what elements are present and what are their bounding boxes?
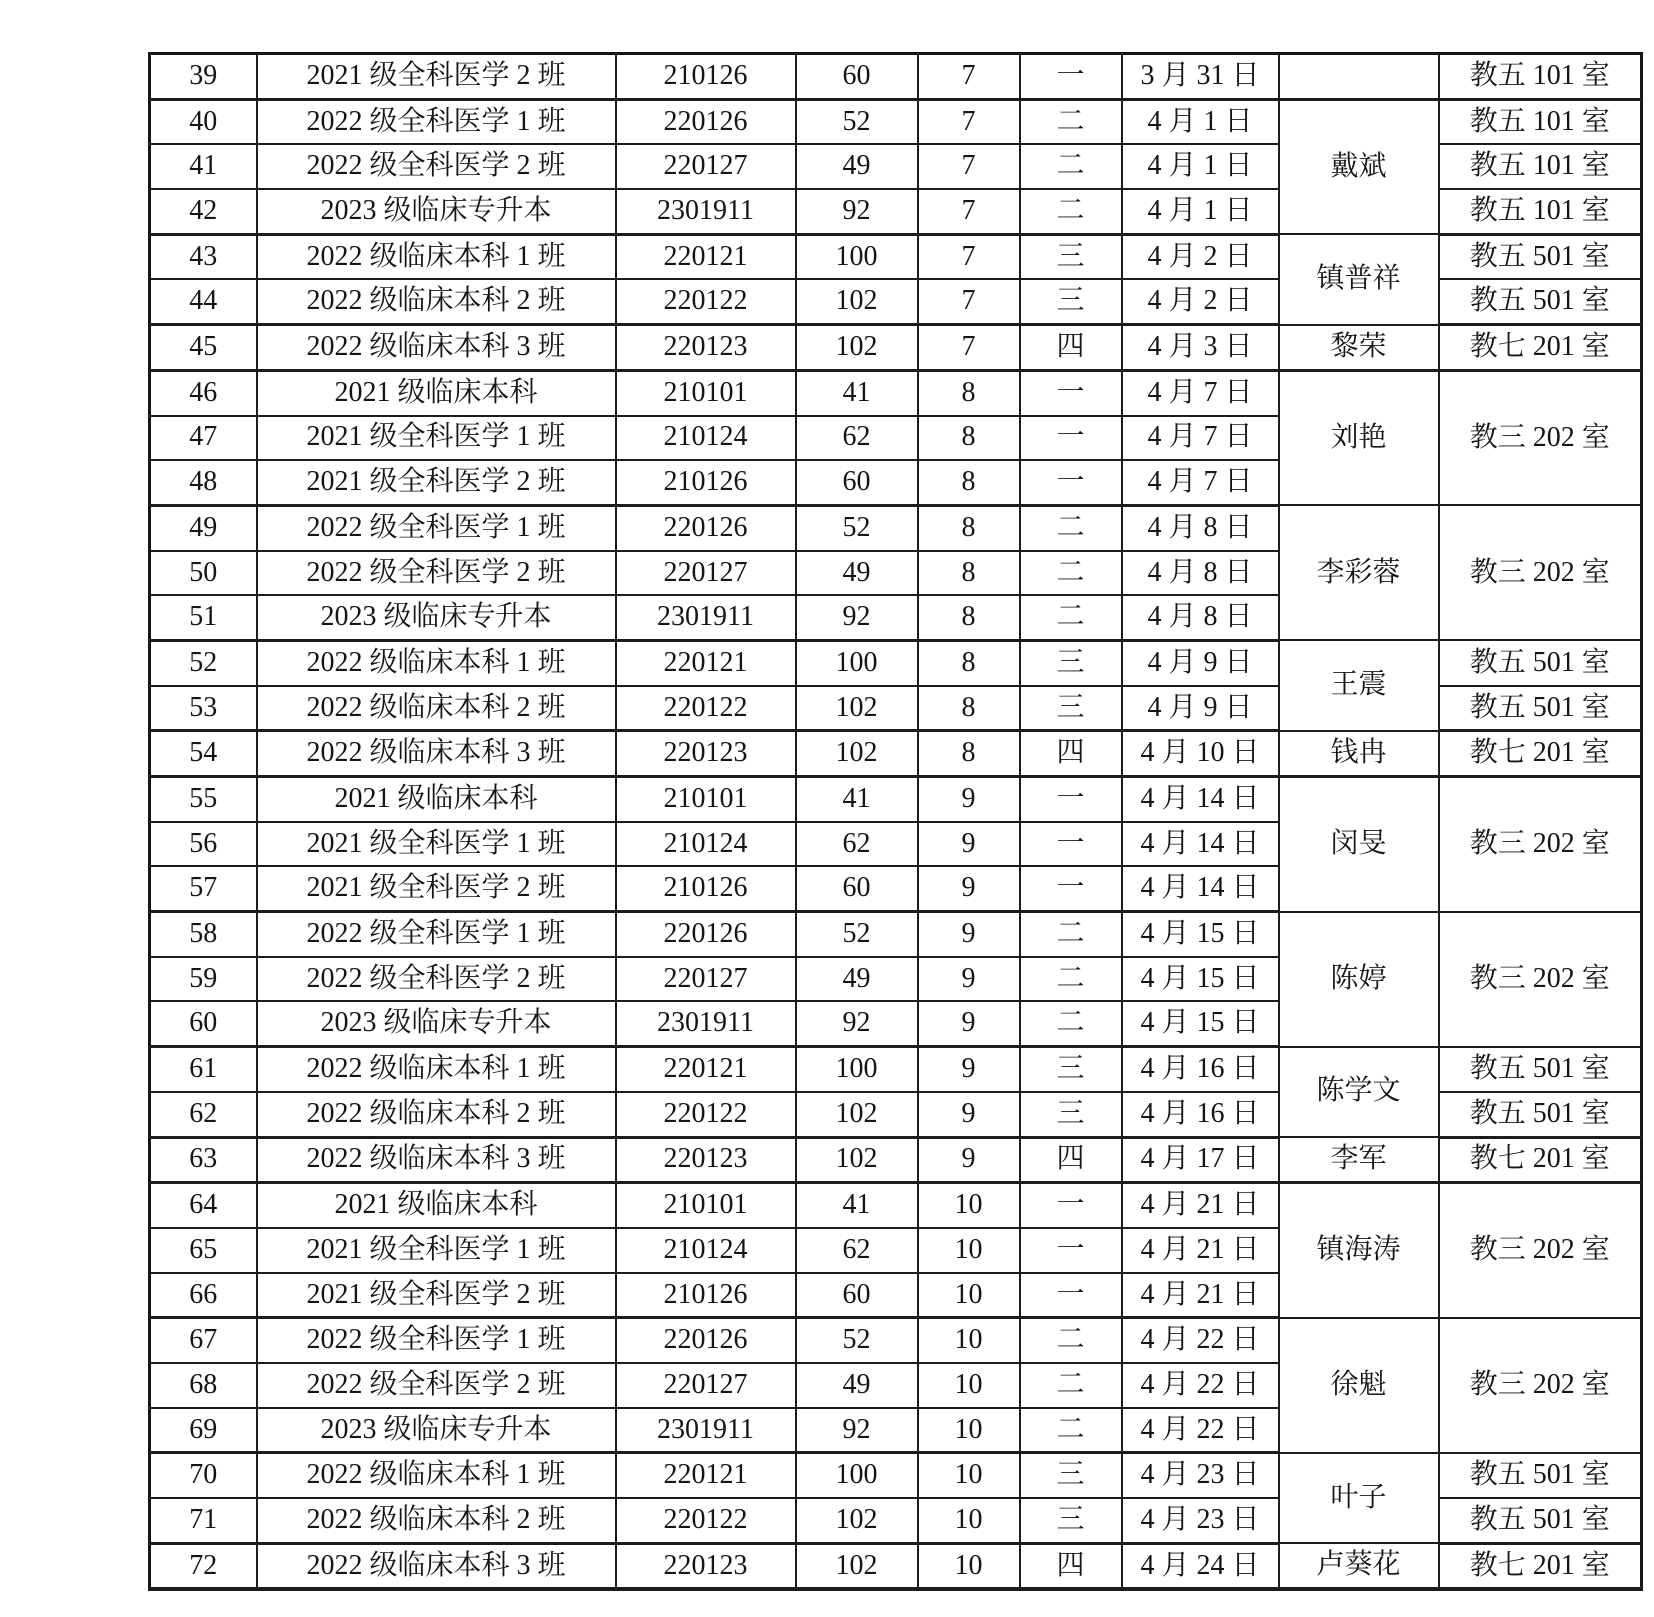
cell-class-name: 2022 级全科医学 1 班 xyxy=(257,505,616,550)
cell-exam-date: 4 月 1 日 xyxy=(1122,144,1279,189)
cell-class-code: 210124 xyxy=(616,416,796,461)
cell-exam-date: 4 月 10 日 xyxy=(1122,731,1279,777)
cell-student-count: 92 xyxy=(796,189,918,234)
cell-weekday: 一 xyxy=(1020,866,1122,911)
cell-week-number: 10 xyxy=(918,1183,1020,1228)
cell-row-number: 51 xyxy=(150,595,257,640)
cell-classroom: 教三 202 室 xyxy=(1439,370,1642,505)
cell-student-count: 100 xyxy=(796,1453,918,1498)
cell-exam-date: 4 月 3 日 xyxy=(1122,325,1279,371)
cell-weekday: 二 xyxy=(1020,912,1122,957)
cell-teacher-name: 钱冉 xyxy=(1279,731,1439,777)
cell-week-number: 10 xyxy=(918,1543,1020,1589)
cell-student-count: 41 xyxy=(796,777,918,822)
schedule-table-body xyxy=(150,54,1642,1590)
cell-class-name: 2021 级全科医学 2 班 xyxy=(257,1273,616,1318)
cell-class-code: 210101 xyxy=(616,1183,796,1228)
cell-class-name: 2021 级全科医学 2 班 xyxy=(257,460,616,505)
cell-weekday: 一 xyxy=(1020,460,1122,505)
table-row xyxy=(150,505,1642,550)
cell-row-number: 68 xyxy=(150,1363,257,1408)
cell-row-number: 71 xyxy=(150,1498,257,1543)
cell-student-count: 102 xyxy=(796,1137,918,1183)
cell-student-count: 102 xyxy=(796,686,918,731)
cell-class-name: 2022 级临床本科 2 班 xyxy=(257,1498,616,1543)
cell-weekday: 二 xyxy=(1020,1318,1122,1363)
cell-student-count: 100 xyxy=(796,1047,918,1092)
cell-student-count: 102 xyxy=(796,731,918,777)
cell-class-name: 2021 级全科医学 1 班 xyxy=(257,1228,616,1273)
cell-row-number: 49 xyxy=(150,505,257,550)
table-row xyxy=(150,1183,1642,1228)
cell-weekday: 三 xyxy=(1020,1092,1122,1137)
cell-weekday: 三 xyxy=(1020,1047,1122,1092)
cell-classroom: 教五 501 室 xyxy=(1439,279,1642,324)
cell-class-code: 220127 xyxy=(616,957,796,1002)
cell-week-number: 7 xyxy=(918,54,1020,100)
cell-exam-date: 4 月 9 日 xyxy=(1122,686,1279,731)
cell-week-number: 8 xyxy=(918,505,1020,550)
cell-week-number: 8 xyxy=(918,686,1020,731)
cell-exam-date: 4 月 9 日 xyxy=(1122,640,1279,685)
cell-exam-date: 4 月 15 日 xyxy=(1122,1001,1279,1046)
cell-student-count: 49 xyxy=(796,144,918,189)
cell-class-name: 2021 级临床本科 xyxy=(257,370,616,415)
table-row xyxy=(150,234,1642,279)
cell-class-name: 2022 级临床本科 1 班 xyxy=(257,234,616,279)
cell-student-count: 102 xyxy=(796,325,918,371)
cell-class-name: 2022 级全科医学 2 班 xyxy=(257,1363,616,1408)
cell-class-code: 220123 xyxy=(616,1137,796,1183)
table-row xyxy=(150,1318,1642,1363)
cell-classroom: 教三 202 室 xyxy=(1439,1183,1642,1318)
cell-class-code: 2301911 xyxy=(616,1408,796,1453)
cell-student-count: 52 xyxy=(796,1318,918,1363)
cell-week-number: 9 xyxy=(918,1137,1020,1183)
cell-exam-date: 4 月 22 日 xyxy=(1122,1318,1279,1363)
cell-week-number: 10 xyxy=(918,1498,1020,1543)
cell-student-count: 60 xyxy=(796,866,918,911)
cell-weekday: 四 xyxy=(1020,1543,1122,1589)
cell-exam-date: 4 月 14 日 xyxy=(1122,777,1279,822)
table-row xyxy=(150,54,1642,100)
cell-exam-date: 4 月 22 日 xyxy=(1122,1363,1279,1408)
cell-exam-date: 4 月 14 日 xyxy=(1122,822,1279,867)
cell-class-code: 220122 xyxy=(616,279,796,324)
cell-student-count: 41 xyxy=(796,370,918,415)
cell-exam-date: 4 月 21 日 xyxy=(1122,1273,1279,1318)
cell-class-code: 220121 xyxy=(616,1453,796,1498)
cell-exam-date: 4 月 22 日 xyxy=(1122,1408,1279,1453)
table-row xyxy=(150,370,1642,415)
cell-student-count: 62 xyxy=(796,416,918,461)
cell-teacher-name: 陈学文 xyxy=(1279,1047,1439,1137)
cell-class-name: 2022 级临床本科 2 班 xyxy=(257,686,616,731)
cell-teacher-name: 镇普祥 xyxy=(1279,234,1439,324)
cell-class-code: 220126 xyxy=(616,912,796,957)
cell-row-number: 43 xyxy=(150,234,257,279)
cell-class-code: 220127 xyxy=(616,1363,796,1408)
cell-class-name: 2022 级临床本科 1 班 xyxy=(257,640,616,685)
cell-class-code: 220121 xyxy=(616,640,796,685)
cell-weekday: 四 xyxy=(1020,1137,1122,1183)
cell-weekday: 二 xyxy=(1020,1001,1122,1046)
cell-week-number: 7 xyxy=(918,99,1020,144)
cell-exam-date: 4 月 17 日 xyxy=(1122,1137,1279,1183)
cell-classroom: 教五 101 室 xyxy=(1439,144,1642,189)
cell-teacher-name: 黎荣 xyxy=(1279,325,1439,371)
cell-classroom: 教三 202 室 xyxy=(1439,505,1642,640)
cell-student-count: 92 xyxy=(796,1001,918,1046)
cell-weekday: 二 xyxy=(1020,1363,1122,1408)
cell-classroom: 教三 202 室 xyxy=(1439,777,1642,912)
cell-teacher-name: 戴斌 xyxy=(1279,99,1439,234)
cell-class-code: 210124 xyxy=(616,822,796,867)
cell-student-count: 52 xyxy=(796,99,918,144)
cell-class-code: 210126 xyxy=(616,866,796,911)
table-row xyxy=(150,731,1642,777)
cell-class-name: 2021 级全科医学 1 班 xyxy=(257,416,616,461)
cell-classroom: 教七 201 室 xyxy=(1439,731,1642,777)
cell-exam-date: 4 月 1 日 xyxy=(1122,99,1279,144)
cell-exam-date: 4 月 8 日 xyxy=(1122,595,1279,640)
cell-teacher-name: 刘艳 xyxy=(1279,370,1439,505)
cell-class-name: 2023 级临床专升本 xyxy=(257,1408,616,1453)
cell-student-count: 49 xyxy=(796,957,918,1002)
cell-class-code: 210101 xyxy=(616,370,796,415)
cell-class-name: 2023 级临床专升本 xyxy=(257,189,616,234)
table-row xyxy=(150,777,1642,822)
cell-weekday: 一 xyxy=(1020,370,1122,415)
cell-exam-date: 4 月 1 日 xyxy=(1122,189,1279,234)
cell-exam-date: 4 月 15 日 xyxy=(1122,957,1279,1002)
cell-week-number: 9 xyxy=(918,866,1020,911)
cell-row-number: 63 xyxy=(150,1137,257,1183)
cell-class-name: 2022 级临床本科 3 班 xyxy=(257,325,616,371)
cell-class-name: 2021 级全科医学 2 班 xyxy=(257,54,616,100)
cell-classroom: 教五 101 室 xyxy=(1439,54,1642,100)
cell-weekday: 一 xyxy=(1020,822,1122,867)
cell-teacher-name: 李军 xyxy=(1279,1137,1439,1183)
cell-row-number: 42 xyxy=(150,189,257,234)
cell-row-number: 45 xyxy=(150,325,257,371)
cell-row-number: 56 xyxy=(150,822,257,867)
cell-class-name: 2022 级临床本科 1 班 xyxy=(257,1453,616,1498)
cell-row-number: 48 xyxy=(150,460,257,505)
cell-weekday: 一 xyxy=(1020,416,1122,461)
cell-classroom: 教七 201 室 xyxy=(1439,325,1642,371)
table-row xyxy=(150,1453,1642,1498)
cell-row-number: 57 xyxy=(150,866,257,911)
cell-exam-date: 4 月 7 日 xyxy=(1122,460,1279,505)
cell-exam-date: 4 月 23 日 xyxy=(1122,1498,1279,1543)
cell-row-number: 40 xyxy=(150,99,257,144)
cell-student-count: 102 xyxy=(796,1498,918,1543)
cell-class-code: 2301911 xyxy=(616,189,796,234)
cell-classroom: 教五 501 室 xyxy=(1439,1047,1642,1092)
cell-class-name: 2022 级全科医学 1 班 xyxy=(257,1318,616,1363)
cell-row-number: 66 xyxy=(150,1273,257,1318)
table-row xyxy=(150,640,1642,685)
cell-student-count: 100 xyxy=(796,640,918,685)
cell-class-code: 210126 xyxy=(616,460,796,505)
cell-class-name: 2022 级临床本科 3 班 xyxy=(257,731,616,777)
cell-weekday: 二 xyxy=(1020,1408,1122,1453)
cell-exam-date: 4 月 16 日 xyxy=(1122,1047,1279,1092)
cell-weekday: 三 xyxy=(1020,640,1122,685)
cell-teacher-name: 闵旻 xyxy=(1279,777,1439,912)
cell-student-count: 92 xyxy=(796,595,918,640)
exam-schedule-table xyxy=(148,52,1643,1591)
table-row xyxy=(150,1543,1642,1589)
cell-weekday: 一 xyxy=(1020,1273,1122,1318)
cell-student-count: 60 xyxy=(796,1273,918,1318)
cell-classroom: 教五 501 室 xyxy=(1439,1092,1642,1137)
cell-exam-date: 4 月 21 日 xyxy=(1122,1183,1279,1228)
cell-class-name: 2022 级临床本科 2 班 xyxy=(257,1092,616,1137)
cell-class-code: 220122 xyxy=(616,1498,796,1543)
cell-classroom: 教七 201 室 xyxy=(1439,1137,1642,1183)
cell-student-count: 49 xyxy=(796,1363,918,1408)
cell-exam-date: 4 月 23 日 xyxy=(1122,1453,1279,1498)
cell-row-number: 64 xyxy=(150,1183,257,1228)
cell-week-number: 10 xyxy=(918,1408,1020,1453)
cell-row-number: 41 xyxy=(150,144,257,189)
cell-weekday: 三 xyxy=(1020,279,1122,324)
cell-weekday: 四 xyxy=(1020,731,1122,777)
cell-exam-date: 4 月 2 日 xyxy=(1122,279,1279,324)
cell-exam-date: 4 月 15 日 xyxy=(1122,912,1279,957)
table-row xyxy=(150,1137,1642,1183)
cell-week-number: 10 xyxy=(918,1453,1020,1498)
cell-teacher-name: 李彩蓉 xyxy=(1279,505,1439,640)
cell-exam-date: 4 月 2 日 xyxy=(1122,234,1279,279)
cell-class-code: 210126 xyxy=(616,1273,796,1318)
cell-class-code: 220123 xyxy=(616,731,796,777)
cell-weekday: 一 xyxy=(1020,54,1122,100)
cell-week-number: 10 xyxy=(918,1318,1020,1363)
cell-week-number: 9 xyxy=(918,957,1020,1002)
cell-row-number: 67 xyxy=(150,1318,257,1363)
cell-weekday: 一 xyxy=(1020,1228,1122,1273)
cell-week-number: 10 xyxy=(918,1273,1020,1318)
cell-teacher-name: 叶子 xyxy=(1279,1453,1439,1543)
cell-exam-date: 4 月 24 日 xyxy=(1122,1543,1279,1589)
cell-exam-date: 4 月 21 日 xyxy=(1122,1228,1279,1273)
table-row xyxy=(150,1047,1642,1092)
cell-class-name: 2021 级临床本科 xyxy=(257,777,616,822)
cell-row-number: 47 xyxy=(150,416,257,461)
cell-row-number: 55 xyxy=(150,777,257,822)
cell-exam-date: 4 月 8 日 xyxy=(1122,505,1279,550)
cell-class-name: 2022 级临床本科 3 班 xyxy=(257,1137,616,1183)
cell-class-code: 220122 xyxy=(616,686,796,731)
cell-weekday: 一 xyxy=(1020,1183,1122,1228)
cell-weekday: 二 xyxy=(1020,957,1122,1002)
cell-teacher-name: 卢葵花 xyxy=(1279,1543,1439,1589)
cell-exam-date: 3 月 31 日 xyxy=(1122,54,1279,100)
cell-teacher-name: 陈婷 xyxy=(1279,912,1439,1047)
cell-class-code: 220122 xyxy=(616,1092,796,1137)
cell-class-name: 2023 级临床专升本 xyxy=(257,595,616,640)
cell-class-code: 2301911 xyxy=(616,1001,796,1046)
cell-week-number: 7 xyxy=(918,234,1020,279)
cell-row-number: 44 xyxy=(150,279,257,324)
cell-student-count: 60 xyxy=(796,54,918,100)
cell-student-count: 52 xyxy=(796,505,918,550)
cell-week-number: 8 xyxy=(918,551,1020,596)
cell-exam-date: 4 月 16 日 xyxy=(1122,1092,1279,1137)
cell-student-count: 62 xyxy=(796,1228,918,1273)
cell-exam-date: 4 月 7 日 xyxy=(1122,416,1279,461)
cell-class-name: 2021 级全科医学 1 班 xyxy=(257,822,616,867)
cell-class-code: 210124 xyxy=(616,1228,796,1273)
cell-class-name: 2022 级临床本科 2 班 xyxy=(257,279,616,324)
cell-class-name: 2022 级临床本科 1 班 xyxy=(257,1047,616,1092)
cell-weekday: 二 xyxy=(1020,551,1122,596)
cell-teacher-name: 王震 xyxy=(1279,640,1439,730)
cell-classroom: 教三 202 室 xyxy=(1439,912,1642,1047)
cell-class-name: 2023 级临床专升本 xyxy=(257,1001,616,1046)
cell-class-code: 220126 xyxy=(616,505,796,550)
cell-teacher-name: 镇海涛 xyxy=(1279,1183,1439,1318)
cell-class-name: 2021 级全科医学 2 班 xyxy=(257,866,616,911)
cell-teacher-name: 徐魁 xyxy=(1279,1318,1439,1453)
cell-class-code: 2301911 xyxy=(616,595,796,640)
cell-week-number: 8 xyxy=(918,640,1020,685)
cell-class-name: 2021 级临床本科 xyxy=(257,1183,616,1228)
cell-weekday: 三 xyxy=(1020,234,1122,279)
cell-weekday: 三 xyxy=(1020,686,1122,731)
cell-class-code: 220127 xyxy=(616,144,796,189)
cell-row-number: 61 xyxy=(150,1047,257,1092)
cell-class-code: 220121 xyxy=(616,234,796,279)
cell-week-number: 8 xyxy=(918,370,1020,415)
cell-student-count: 92 xyxy=(796,1408,918,1453)
cell-classroom: 教三 202 室 xyxy=(1439,1318,1642,1453)
cell-weekday: 三 xyxy=(1020,1498,1122,1543)
cell-classroom: 教五 501 室 xyxy=(1439,1498,1642,1543)
cell-student-count: 100 xyxy=(796,234,918,279)
cell-week-number: 7 xyxy=(918,144,1020,189)
cell-weekday: 二 xyxy=(1020,144,1122,189)
cell-class-code: 220121 xyxy=(616,1047,796,1092)
cell-row-number: 39 xyxy=(150,54,257,100)
cell-class-name: 2022 级临床本科 3 班 xyxy=(257,1543,616,1589)
cell-weekday: 三 xyxy=(1020,1453,1122,1498)
cell-row-number: 60 xyxy=(150,1001,257,1046)
cell-week-number: 10 xyxy=(918,1228,1020,1273)
cell-classroom: 教五 501 室 xyxy=(1439,640,1642,685)
cell-weekday: 二 xyxy=(1020,595,1122,640)
cell-week-number: 7 xyxy=(918,189,1020,234)
cell-week-number: 9 xyxy=(918,777,1020,822)
cell-row-number: 46 xyxy=(150,370,257,415)
cell-weekday: 四 xyxy=(1020,325,1122,371)
cell-class-code: 210126 xyxy=(616,54,796,100)
cell-week-number: 9 xyxy=(918,822,1020,867)
cell-student-count: 102 xyxy=(796,1092,918,1137)
cell-week-number: 8 xyxy=(918,416,1020,461)
table-row xyxy=(150,325,1642,371)
cell-week-number: 9 xyxy=(918,1047,1020,1092)
cell-row-number: 69 xyxy=(150,1408,257,1453)
cell-student-count: 52 xyxy=(796,912,918,957)
cell-weekday: 二 xyxy=(1020,189,1122,234)
cell-class-name: 2022 级全科医学 1 班 xyxy=(257,912,616,957)
cell-class-code: 220123 xyxy=(616,1543,796,1589)
cell-student-count: 102 xyxy=(796,279,918,324)
cell-classroom: 教五 501 室 xyxy=(1439,1453,1642,1498)
cell-class-code: 220126 xyxy=(616,1318,796,1363)
cell-row-number: 59 xyxy=(150,957,257,1002)
cell-week-number: 9 xyxy=(918,1001,1020,1046)
cell-class-name: 2022 级全科医学 2 班 xyxy=(257,144,616,189)
cell-student-count: 60 xyxy=(796,460,918,505)
cell-week-number: 9 xyxy=(918,912,1020,957)
cell-class-code: 220123 xyxy=(616,325,796,371)
cell-week-number: 10 xyxy=(918,1363,1020,1408)
cell-week-number: 7 xyxy=(918,325,1020,371)
cell-class-name: 2022 级全科医学 2 班 xyxy=(257,957,616,1002)
cell-weekday: 二 xyxy=(1020,99,1122,144)
cell-weekday: 一 xyxy=(1020,777,1122,822)
cell-exam-date: 4 月 14 日 xyxy=(1122,866,1279,911)
cell-week-number: 8 xyxy=(918,731,1020,777)
cell-exam-date: 4 月 7 日 xyxy=(1122,370,1279,415)
cell-week-number: 8 xyxy=(918,460,1020,505)
cell-student-count: 41 xyxy=(796,1183,918,1228)
cell-row-number: 54 xyxy=(150,731,257,777)
cell-class-name: 2022 级全科医学 2 班 xyxy=(257,551,616,596)
cell-week-number: 8 xyxy=(918,595,1020,640)
cell-class-code: 210101 xyxy=(616,777,796,822)
table-row xyxy=(150,99,1642,144)
cell-row-number: 72 xyxy=(150,1543,257,1589)
cell-student-count: 62 xyxy=(796,822,918,867)
cell-class-code: 220126 xyxy=(616,99,796,144)
cell-classroom: 教五 501 室 xyxy=(1439,686,1642,731)
cell-row-number: 62 xyxy=(150,1092,257,1137)
cell-row-number: 52 xyxy=(150,640,257,685)
cell-row-number: 53 xyxy=(150,686,257,731)
cell-weekday: 二 xyxy=(1020,505,1122,550)
cell-student-count: 49 xyxy=(796,551,918,596)
cell-row-number: 70 xyxy=(150,1453,257,1498)
cell-classroom: 教五 101 室 xyxy=(1439,99,1642,144)
cell-week-number: 7 xyxy=(918,279,1020,324)
cell-student-count: 102 xyxy=(796,1543,918,1589)
cell-row-number: 65 xyxy=(150,1228,257,1273)
cell-teacher-name xyxy=(1279,54,1439,100)
cell-week-number: 9 xyxy=(918,1092,1020,1137)
cell-class-name: 2022 级全科医学 1 班 xyxy=(257,99,616,144)
cell-row-number: 58 xyxy=(150,912,257,957)
cell-exam-date: 4 月 8 日 xyxy=(1122,551,1279,596)
cell-classroom: 教七 201 室 xyxy=(1439,1543,1642,1589)
cell-class-code: 220127 xyxy=(616,551,796,596)
cell-row-number: 50 xyxy=(150,551,257,596)
cell-classroom: 教五 101 室 xyxy=(1439,189,1642,234)
table-row xyxy=(150,912,1642,957)
cell-classroom: 教五 501 室 xyxy=(1439,234,1642,279)
